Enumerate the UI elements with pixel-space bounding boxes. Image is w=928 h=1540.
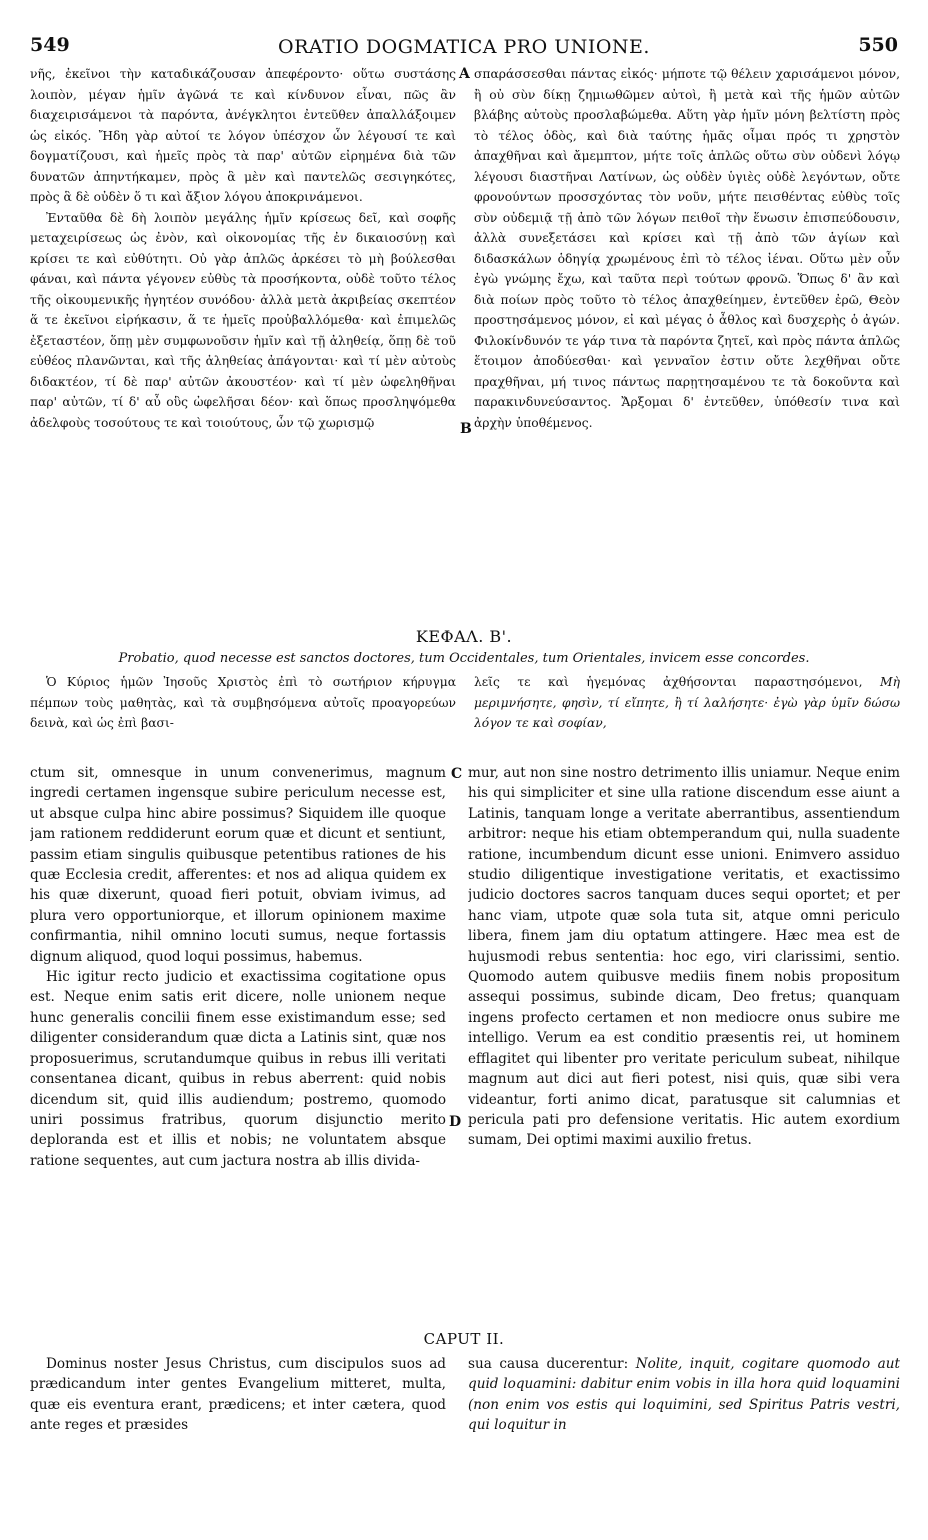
greek-paragraph: νῆς, ἐκεῖνοι τὴν καταδικάζουσαν ἀπεφέροντο· οὕτω συστάσης λοιπὸν, μέγαν ἡμῖν ἀγῶνά τε καὶ κίνδυνον εἶναι, πῶς ἂν διαχειρισάμενοι τὰ παρόντα, ἀνέγκλητοι ἐντεῦθεν ἀπαλλάξοιμεν ὡς εἰκός. Ἤδη γὰρ αὐτοί τε λόγον ὑπέσχον ὧν λέγουσί τε καὶ δογματίζουσι, καὶ ἡμεῖς πρὸς τὰ παρ' αὐτῶν εἰρημένα διὰ τῶν δυνατῶν ἀπηντήκαμεν, πρὸς ἃ μὲν καὶ παντελῶς σεσιγηκότες, πρὸς ἃ δὲ οὐδὲν ὅ τι καὶ ἄξιον λόγου ἀποκρινάμενοι.: [30, 67, 456, 204]
latin-paragraph: mur, aut non sine nostro detrimento illis uniamur. Neque enim his qui simpliciter et sine ulla ratione discendum esse aiunt a Latinis, tanquam longe a veritate aberrantibus, assentiendum arbitror: neque his etiam obtemperandum qui, nulla suadente ratione, incumbendum dicunt esse unioni. Enimvero assiduo studio diligentique investigatione veritatis, et exactissimo judicio doctores sacros tanquam duces sequi oportet; et per hanc viam, utpote quæ sola tuta sit, atque omni periculo libera, finem jam diu optatum attingere. Hæc mea est de hujusmodi rebus sententia: hoc ego, viri clarissimi, sentio. Quomodo autem quibusve mediis finem nobis propositum assequi possimus, subinde dicam, Deo fretus; quanquam ingens profecto certamen et non mediocre onus subire me intelligo. Verum ea est conditio præsentis rei, ut hominem efflagitet qui libenter pro veritate periculum subeat, nihilque magnum aut dici aut fieri potest, nisi quis, quæ sibi vera videantur, forti animo dicat, paratusque sit calumnias et pericula pati pro defensione veritatis. Hic autem exordium sumam, Dei optimi maximi auxilio fretus.: [468, 765, 900, 1149]
greek-paragraph: Ὁ Κύριος ἡμῶν Ἰησοῦς Χριστὸς ἐπὶ τὸ σωτήριον κήρυγμα πέμπων τοὺς μαθητὰς, καὶ τὰ συμβησόμενα αὐτοῖς προαγορεύων δεινὰ, καὶ ὡς ἐπὶ βασι-: [30, 675, 456, 730]
greek-paragraph: σπαράσσεσθαι πάντας εἰκός· μήποτε τῷ θέλειν χαρισάμενοι μόνον, ἢ οὐ σὺν δίκῃ ζημιωθῶμεν αὐτοὶ, ἢ μετὰ καὶ τῆς ἡμῶν αὐτῶν βλάβης αὐτοὺς προσλαβώμεθα. Αὕτη γὰρ ἡμῖν μόνη βελτίστη πρὸς τὸ τέλος ὁδὸς, καὶ διὰ ταύτης ἡμᾶς οἶμαι πρός τι χρηστὸν ἀπαχθῆναι καὶ ἄμεμπτον, μήτε τοῖς ἁπλῶς οὕτω σὺν οὐδενὶ λόγῳ λέγουσι διαστῆναι Λατίνων, ὡς οὐδὲν ὑγιὲς οὐδὲ λεγόντων, οὔτε φρονούντων προσσχόντας τὸν νοῦν, μήτε πεισθέντας εὐθὺς τοῖς σὺν οὐδεμιᾷ τῇ ἀπὸ τῶν λόγων πειθοῖ τὴν ἕνωσιν ἐπισπεύδουσιν, ἀλλὰ συνεξετάσει καὶ κρίσει καὶ τῇ ἀπὸ τῶν ἁγίων καὶ διδασκάλων ὁδηγίᾳ χρωμένους ἐπὶ τὸ τέλος ἰέναι. Οὕτω μὲν οὖν ἐγὼ γνώμης ἔχω, καὶ ταῦτα περὶ τούτων φρονῶ. Ὅπως δ' ἂν καὶ διὰ ποίων πρὸς τοῦτο τὸ τέλος ἀπαχθείημεν, ἐντεῦθεν ἐρῶ, Θεὸν προστησάμενος μόνον, εἰ καὶ μέγας ὁ ἆθλος καὶ δυσχερὴς ὁ ἀγών. Φιλοκίνδυνόν τε γάρ τινα τὰ παρόντα ζητεῖ, καὶ πρὸς πάντα ἁπλῶς ἕτοιμον ἀποδύεσθαι· καὶ γενναῖον ἐστιν οὔτε λεχθῆναι οὔτε πραχθῆναι, μή τινος πάντως παρῃτησαμένου τε τὰ δοκοῦντα καὶ παρακινδυνεύσαντος. Ἄρξομαι δ' ἐντεῦθεν, ὑπόθεσίν τινα καὶ ἀρχὴν ὑποθέμενος.: [474, 67, 900, 430]
latin-paragraph: Hic igitur recto judicio et exactissima cogitatione opus est. Neque enim satis erit dicere, nolle unionem neque hunc generalis concilii finem esse existimandum esse; sed diligenter considerandum quæ dicta a Latinis sint, quæ nos proposuerimus, scrutandumque quibus in rebus illi veritati consentanea dicant, quibus in rebus aberrent: quid nobis dicendum sit, quid illis audiendum; postremo, quomodo uniri possimus fratribus, quorum disjunctio merito deploranda est et illis et nobis; ne voluntatem absque ratione sequentes, aut cum jactura nostra ab illis divida-: [30, 969, 446, 1169]
chapter-heading-greek: ΚΕΦΑΛ. Β'.: [415, 627, 513, 646]
latin-column-left-bottom: [30, 1354, 446, 1474]
latin-paragraph: Dominus noster Jesus Christus, cum discipulos suos ad prædicandum inter gentes Evangelium mitteret, multa, quæ eis eventura erant, prædicens; et inter cætera, quod ante reges et præsides: [30, 1356, 446, 1434]
margin-marker-d: D: [449, 1114, 462, 1130]
scripture-quote: Nolite, inquit, cogitare quomodo aut quid loquamini: dabitur enim vobis in illa hora quid loquamini (non enim vos estis qui loquimini, sed Spiritus Patris vestri, qui loquitur in: [468, 1356, 900, 1434]
margin-marker-c: C: [451, 766, 463, 782]
running-head: [30, 34, 898, 60]
greek-column-left: [30, 64, 456, 604]
margin-marker-b: B: [460, 421, 472, 437]
greek-column-right-mid: [474, 672, 900, 760]
margin-marker-a: A: [459, 66, 470, 82]
page-title: ORATIO DOGMATICA PRO UNIONE.: [278, 36, 650, 58]
greek-paragraph: Ἐνταῦθα δὲ δὴ λοιπὸν μεγάλης ἡμῖν κρίσεως δεῖ, καὶ σοφῆς μεταχειρίσεως ὡς ἐνὸν, καὶ οἰκονομίας τῆς ἐν δικαιοσύνῃ καὶ κρίσει τε καὶ εὐθύτητι. Οὐ γὰρ ἁπλῶς ἀρκέσει τὸ μὴ βούλεσθαι φάναι, καὶ πάντα γέγονεν εὐθὺς τὰ προσήκοντα, οὐδὲ τοῦτο τέλος τῆς οἰκουμενικῆς ἡγητέον συνόδου· ἀλλὰ μετὰ ἀκριβείας σκεπτέον ἅ τε ἐκεῖνοι εἰρήκασιν, ἅ τε ἡμεῖς προὐβαλλόμεθα· καὶ ἐπιμελῶς ἐξεταστέον, ὅπῃ μὲν συμφωνοῦσιν ἡμῖν καὶ τῇ ἀληθείᾳ, ὅπῃ δὲ τοῦ εὐθέος πλανῶνται, καὶ τῆς ἀληθείας ἀπάγονται· καὶ τί μὲν αὐτοὺς διδακτέον, τί δὲ παρ' αὐτῶν ἀκουστέον· καὶ τί μὲν ὠφεληθῆναι παρ' αὐτῶν, τί δ' αὖ οὓς ὠφελῆσαι δέον· καὶ ὅπως προσληψόμεθα ἀδελφοὺς τοσούτους τε καὶ τοιούτους, ὧν τῷ χωρισμῷ: [30, 210, 456, 430]
latin-column-right-bottom: [468, 1354, 900, 1474]
latin-paragraph: ctum sit, omnesque in unum convenerimus, magnum ingredi certamen ingensque subire periculum necesse est, ut absque culpa hinc abire possimus? Siquidem ille quoque jam rationem reddiderunt eorum quæ et dicunt et sentiunt, passim etiam singulis quibusque petentibus rationes de his quæ Ecclesia credit, afferentes: et nos ad aliqua quidem ex his quæ dixerunt, quoad fieri potuit, obviam ivimus, ad plura vero opportuniorque, et illorum opinionem maxime confirmantia, nihil omnino locuti sumus, neque fortassis dignum aliquod, quod loqui possimus, habemus.: [30, 765, 446, 965]
chapter-heading-latin: CAPUT II.: [423, 1330, 505, 1348]
greek-column-right: [474, 64, 900, 594]
page-number-left: 549: [30, 34, 70, 56]
greek-column-left-mid: [30, 672, 456, 760]
latin-column-left: [30, 763, 446, 1323]
greek-text: λεῖς τε καὶ ἡγεμόνας ἀχθήσονται παραστησόμενοι,: [474, 675, 863, 689]
latin-text: sua causa ducerentur:: [468, 1356, 629, 1372]
page-number-right: 550: [858, 34, 898, 56]
scripture-quote: Μὴ μεριμνήσητε, φησὶν, τί εἴπητε, ἢ τί λαλήσητε· ἐγὼ γὰρ ὑμῖν δώσω λόγον τε καὶ σοφίαν,: [474, 675, 900, 730]
latin-column-right: [468, 763, 900, 1323]
chapter-subtitle: Probatio, quod necesse est sanctos doctores, tum Occidentales, tum Orientales, invicem esse concordes.: [118, 651, 810, 666]
